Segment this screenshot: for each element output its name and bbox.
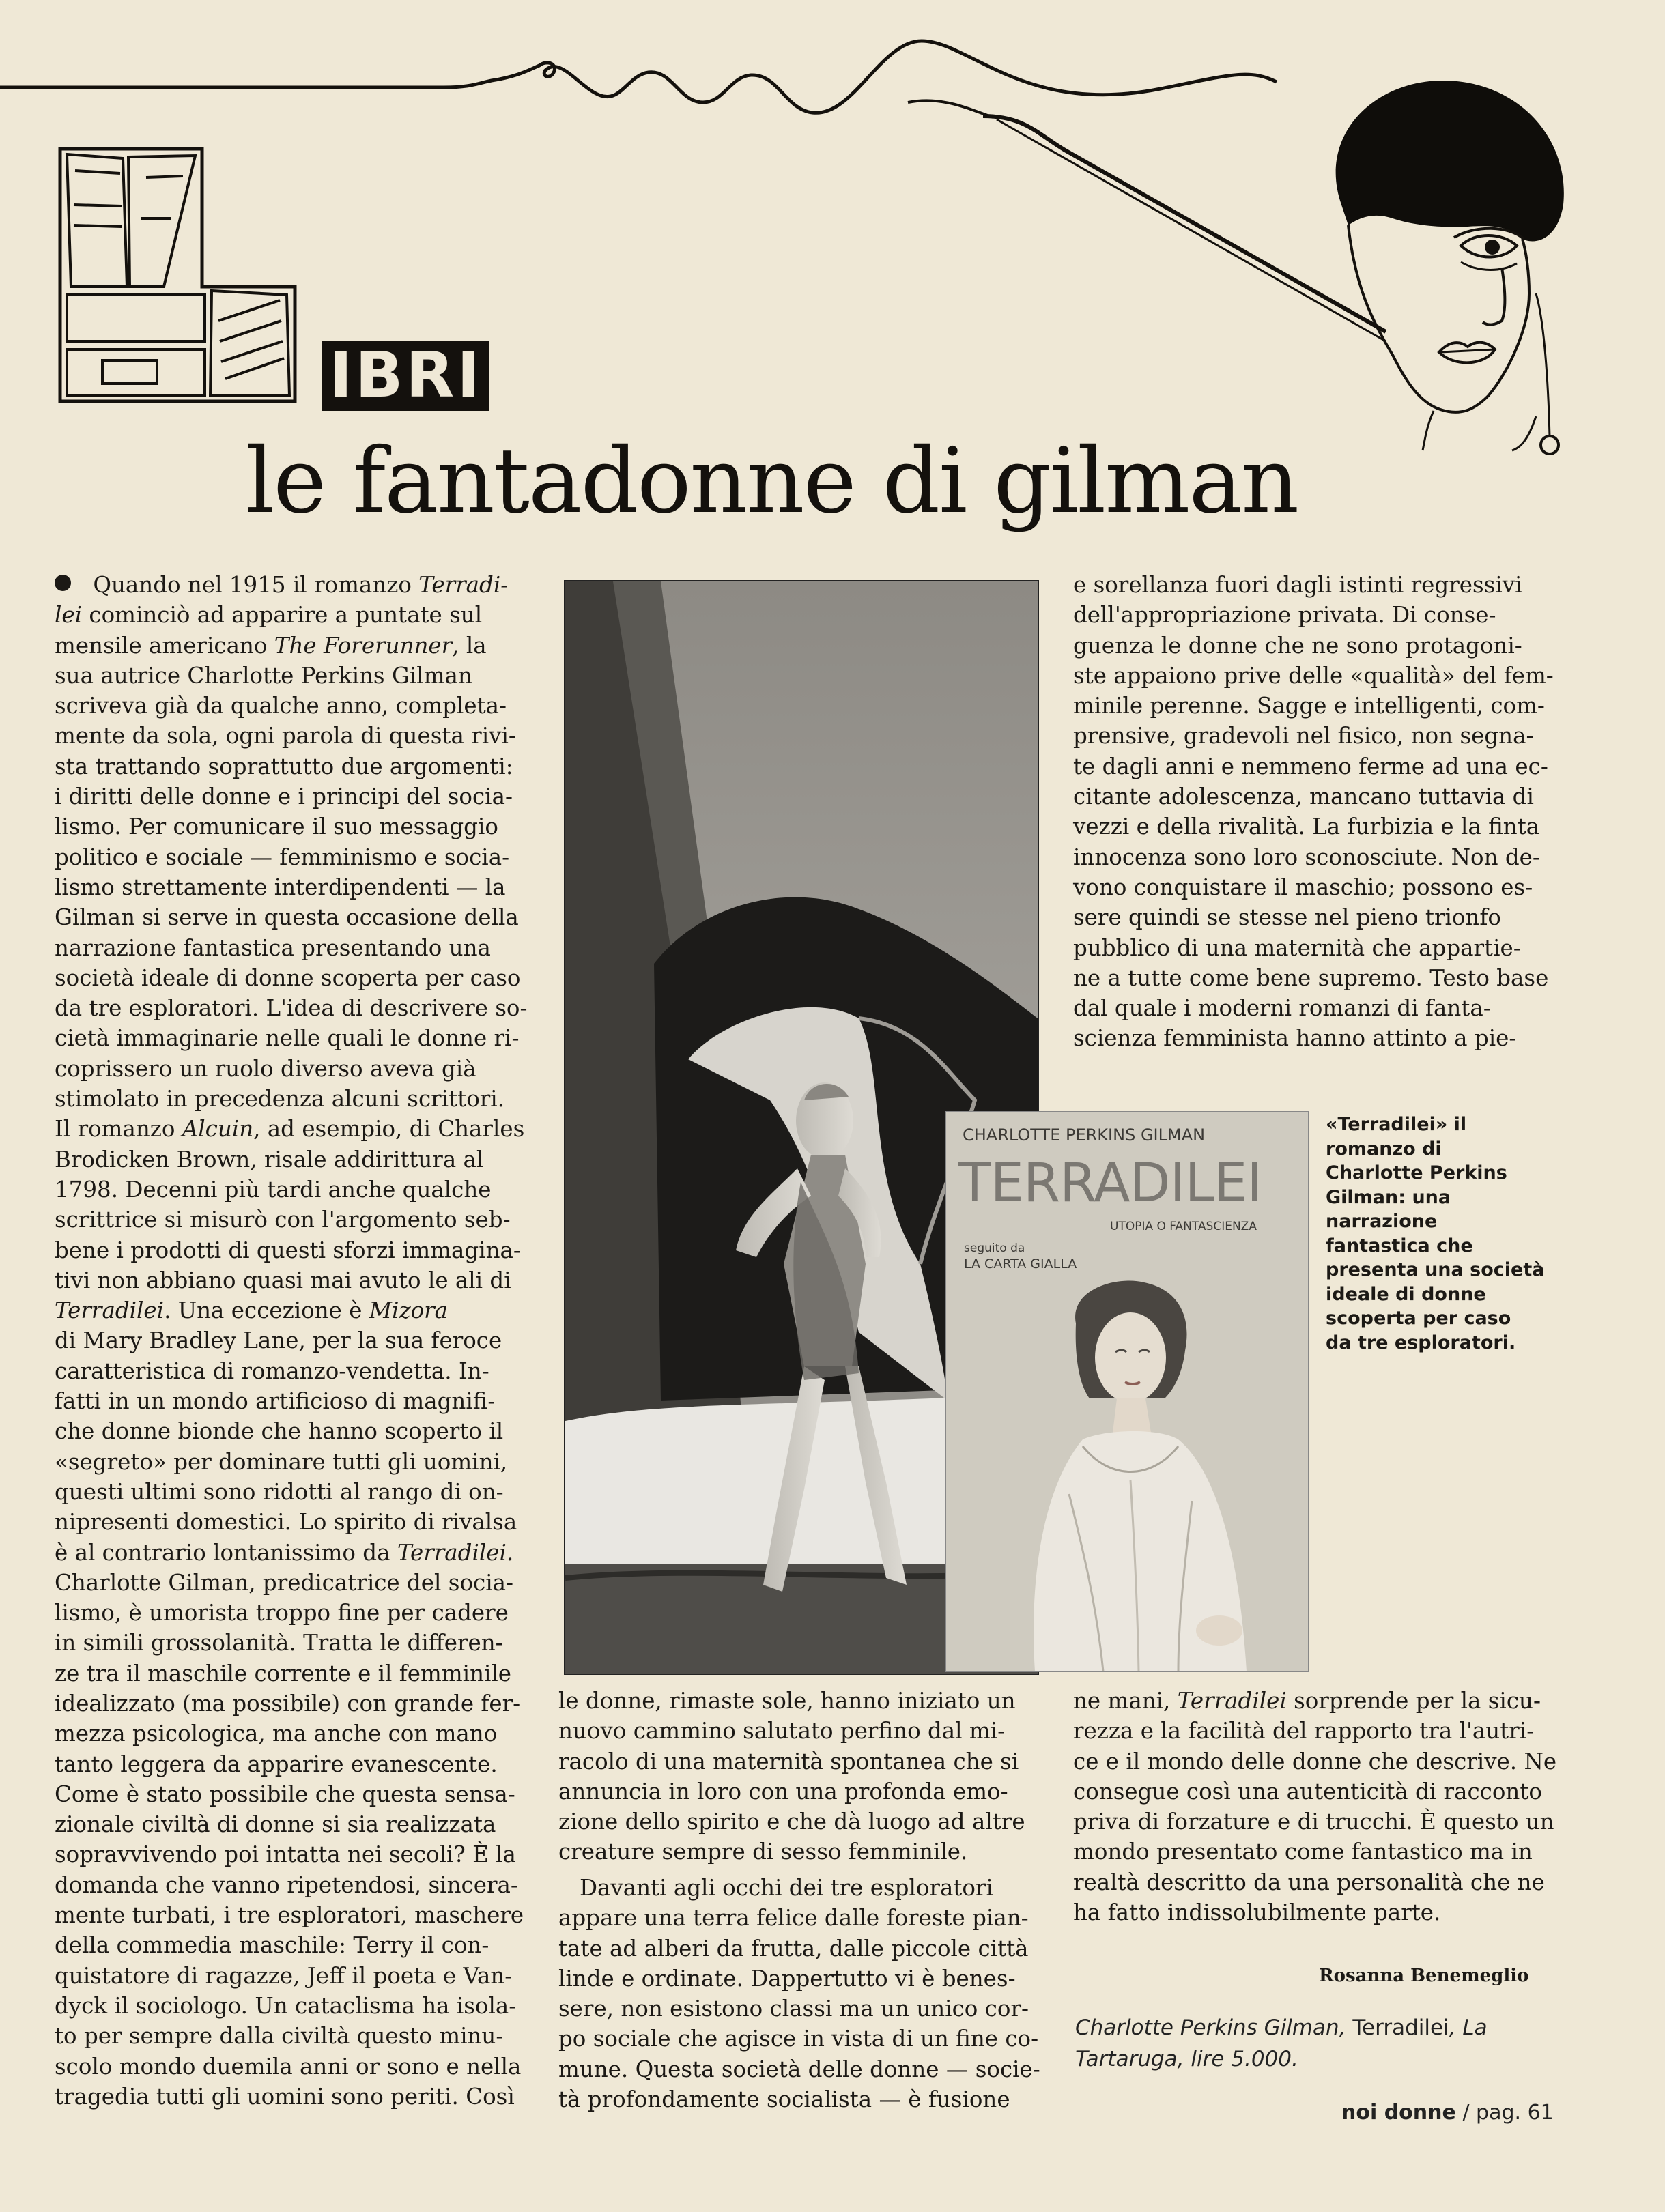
decorative-line	[0, 41, 1277, 113]
page-number: pag. 61	[1476, 2101, 1554, 2125]
col1-line: cominciò ad apparire a puntate sul	[82, 602, 483, 629]
page-footer: noi donne / pag. 61	[1341, 2101, 1554, 2125]
article-headline: le fantadonne di gilman	[246, 429, 1298, 534]
article-column-3-top: e sorellanza fuori dagli istinti regressivi dell'appropriazione privata. Di conse- guenza le donne che ne sono protagoni- ste appaiono prive delle «qualità» del fem- minile perenne. Sagge e intelligenti, com- prensive, gradevoli nel fisico, non segna- te dagli anni e nemmeno ferme ad una ec- citante adolescenza, mancano tuttavia di vezzi e della rivalità. La furbizia e la finta innocenza sono loro sconosciute. Non de- vono conquistare il maschio; possono es- sere quindi se stesse nel pieno trionfo pubblico di una maternità che appartie- ne a tutte come bene supremo. Testo base dal quale i moderni romanzi di fanta- scienza femminista hanno attinto a pie-	[1073, 572, 1554, 1052]
earring	[1536, 293, 1550, 437]
cover-portrait	[946, 1276, 1308, 1671]
cloche-hair	[1336, 81, 1564, 242]
books-letter-l	[60, 149, 295, 401]
cover-author: CHARLOTTE PERKINS GILMAN	[963, 1125, 1206, 1145]
cover-subtitle: UTOPIA O FANTASCIENZA	[1110, 1220, 1257, 1233]
magazine-name: noi donne	[1341, 2101, 1456, 2125]
article-column-1: Quando nel 1915 il romanzo Terradi- lei cominciò ad apparire a puntate sul mensile americano The Forerunner, la sua autrice Charlotte Perkins Gilman scriveva già da qualche anno, completa- mente da sola, ogni parola di questa rivi- sta trattando soprattutto due argomenti: i diritti delle donne e i principi del socia- lismo. Per comunicare il suo messaggio politico e sociale — femminismo e socia- lismo strettamente interdipendenti — la Gilman si serve in questa occasione della narrazione fantastica presentando una società ideale di donne scoperta per caso da tre esploratori. L'idea di descrivere so- cietà immaginarie nelle quali le donne ri- coprissero un ruolo diverso aveva già stimolato in precedenza alcuni scrittori. Il romanzo Alcuin, ad esempio, di Charles Brodicken Brown, risale addirittura al 1798. Decenni più tardi anche qualche scrittrice si misurò con l'argomento seb- bene i prodotti di questi sforzi immagina- tivi non abbiano quasi mai avuto le ali di Terradilei. Una eccezione è Mizora di Mary Bradley Lane, per la sua feroce caratteristica di romanzo-vendetta. In- fatti in un mondo artificioso di magnifi- che donne bionde che hanno scoperto il «segreto» per dominare tutti gli uomini, questi ultimi sono ridotti al rango di on- nipresenti domestici. Lo spirito di rivalsa è al contrario lontanissimo da Terradilei. Charlotte Gilman, predicatrice del socia- lismo, è umorista troppo fine per cadere in simili grossolanità. Tratta le differen- ze tra il maschile corrente e il femminile idealizzato (ma possibile) con grande fer- mezza psicologica, ma anche con mano tanto leggera da apparire evanescente. Come è stato possibile che questa sensa- zionale civiltà di donne si sia realizzata sopravvivendo poi intatta nei secoli? È la domanda che vanno ripetendosi, sincera- mente turbati, i tre esploratori, maschere della commedia maschile: Terry il con- quistatore di ragazze, Jeff il poeta e Van- dyck il sociologo. Un cataclisma ha isola- to per sempre dalla civiltà questo minu- scolo mondo duemila anni or sono e nella tragedia tutti gli uomini sono periti. Così	[55, 572, 528, 2110]
section-label-ibri: IBRI	[322, 341, 489, 411]
cover-followed-title: LA CARTA GIALLA	[964, 1256, 1077, 1272]
photo-caption: «Terradilei» il romanzo di Charlotte Perkins Gilman: una narrazione fantastica che presenta una società ideale di donne scoperta per caso da tre esploratori.	[1326, 1114, 1545, 1353]
book-cover-terradilei	[945, 1111, 1309, 1672]
article-column-3-bottom: ne mani, Terradilei sorprende per la sicu- rezza e la facilità del rapporto tra l'autri- ce e il mondo delle donne che descrive. Ne consegue così una autenticità di racconto priva di forzature e di trucchi. È questo un mondo presentato come fantastico ma in realtà descritto da una personalità che ne ha fatto indissolubilmente parte.	[1073, 1688, 1557, 1926]
cover-title: TERRADILEI	[958, 1153, 1262, 1214]
cover-followed-by: seguito da	[964, 1241, 1025, 1255]
book-reference: Charlotte Perkins Gilman, Terradilei, La Tartaruga, lire 5.000.	[1075, 2015, 1488, 2071]
bullet-icon	[55, 575, 71, 591]
cigarette-holder	[983, 116, 1386, 332]
author-signature: Rosanna Benemeglio	[1319, 1966, 1529, 1986]
article-column-2-part1: le donne, rimaste sole, hanno iniziato un nuovo cammino salutato perfino dal mi- racolo di una maternità spontanea che si annuncia in loro con una profonda emo- zione dello spirito e che dà luogo ad altre creature sempre di sesso femminile.	[558, 1688, 1025, 1865]
article-column-2-part2: Davanti agli occhi dei tre esploratori appare una terra felice dalle foreste pian- tate ad alberi da frutta, dalle piccole città linde e ordinate. Dappertutto vi è benes- sere, non esistono classi ma un unico cor- po sociale che agisce in vista di un fine co- mune. Questa società delle donne — socie- tà profondamente socialista — è fusione	[558, 1875, 1040, 2113]
